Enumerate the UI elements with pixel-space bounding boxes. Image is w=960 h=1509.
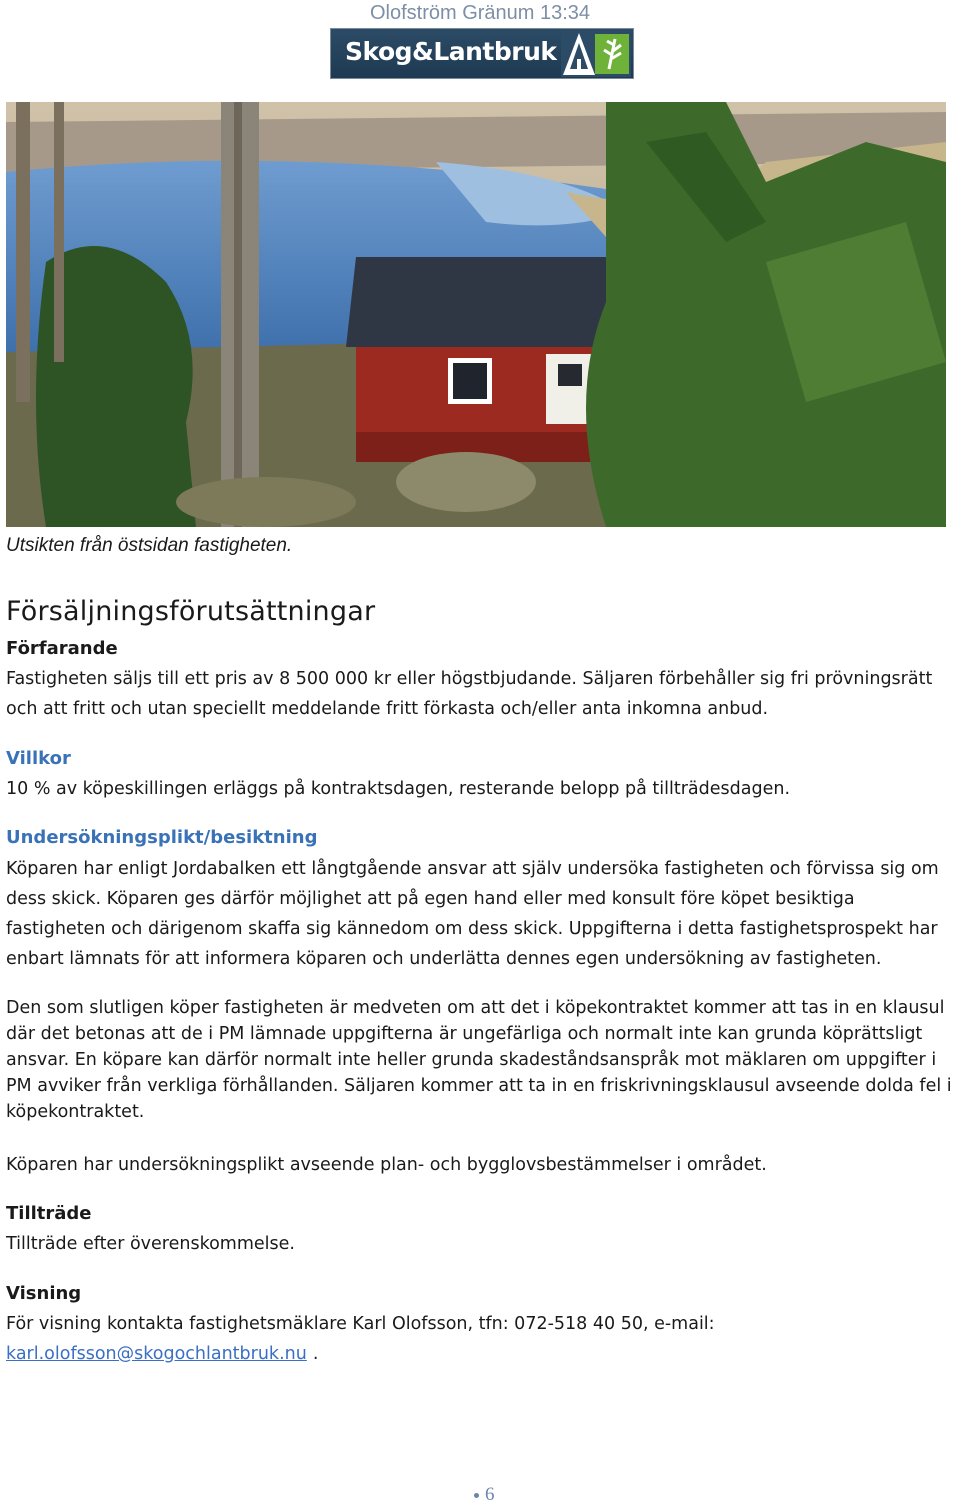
page-bullet-icon bbox=[474, 1493, 479, 1498]
logo-text: Skog&Lantbruk bbox=[345, 37, 557, 66]
paragraph-villkor: 10 % av köpeskillingen erläggs på kontraktsdagen, resterande belopp på tillträdesdagen. bbox=[6, 779, 791, 799]
subheading-undersokningsplikt: Undersökningsplikt/besiktning bbox=[6, 827, 318, 848]
header-title: Olofström Gränum 13:34 bbox=[369, 2, 591, 24]
paragraph-visning bbox=[6, 1309, 958, 1369]
paragraph-forfarande: Fastigheten säljs till ett pris av 8 500 000 kr eller högstbjudande. Säljaren förbehåller sig fri prövningsrätt och att fritt och utan speciellt meddelande fritt förkasta och/eller anta inkomna anbud. bbox=[6, 669, 933, 719]
subheading-forfarande: Förfarande bbox=[6, 638, 118, 659]
contact-email-link[interactable]: karl.olofsson@skogochlantbruk.nu bbox=[6, 1344, 307, 1364]
company-logo bbox=[330, 28, 634, 79]
paragraph-undersokningsplikt: Köparen har enligt Jordabalken ett långtgående ansvar att själv undersöka fastigheten och förvissa sig om dess skick. Köparen ges därför möjlighet att på egen hand eller med konsult före köpet besiktiga fastigheten och därigenom skaffa sig kännedom om dess skick. Uppgifterna i detta fastighetsprospekt har enbart lämnats för att informera köparen och underlätta dennes egen undersökning av fastigheten. bbox=[6, 859, 939, 969]
section-heading: Försäljningsförutsättningar bbox=[6, 596, 376, 627]
visning-text: För visning kontakta fastighetsmäklare Karl Olofsson, tfn: 072-518 40 50, e-mail: bbox=[6, 1314, 715, 1334]
paragraph-planbestammelser: Köparen har undersökningsplikt avseende plan- och bygglovsbestämmelser i området. bbox=[6, 1155, 767, 1175]
subheading-visning: Visning bbox=[6, 1283, 82, 1304]
photo-caption: Utsikten från östsidan fastigheten. bbox=[6, 535, 293, 556]
subheading-tilltrade: Tillträde bbox=[6, 1203, 92, 1224]
page-number-value: 6 bbox=[485, 1484, 495, 1505]
paragraph-klausul: Den som slutligen köper fastigheten är medveten om att det i köpekontraktet kommer att tas in en klausul där det betonas att de i PM lämnade uppgifterna är ungefärliga och normalt inte kan grunda köprättsligt ansvar. En köpare kan därför normalt inte heller grunda skadeståndsanspråk mot mäklaren om uppgifter i PM avviker från verkliga förhållanden. Säljaren kommer att ta in en friskrivningsklausul avseende dolda fel i köpekontraktet. bbox=[6, 998, 952, 1122]
visning-trailing-period: . bbox=[312, 1344, 319, 1364]
tree-logo-icon bbox=[561, 31, 631, 77]
cabin-lake-photo bbox=[6, 102, 946, 527]
subheading-villkor: Villkor bbox=[6, 748, 71, 769]
page-number bbox=[474, 1484, 495, 1506]
paragraph-tilltrade: Tillträde efter överenskommelse. bbox=[6, 1234, 295, 1254]
